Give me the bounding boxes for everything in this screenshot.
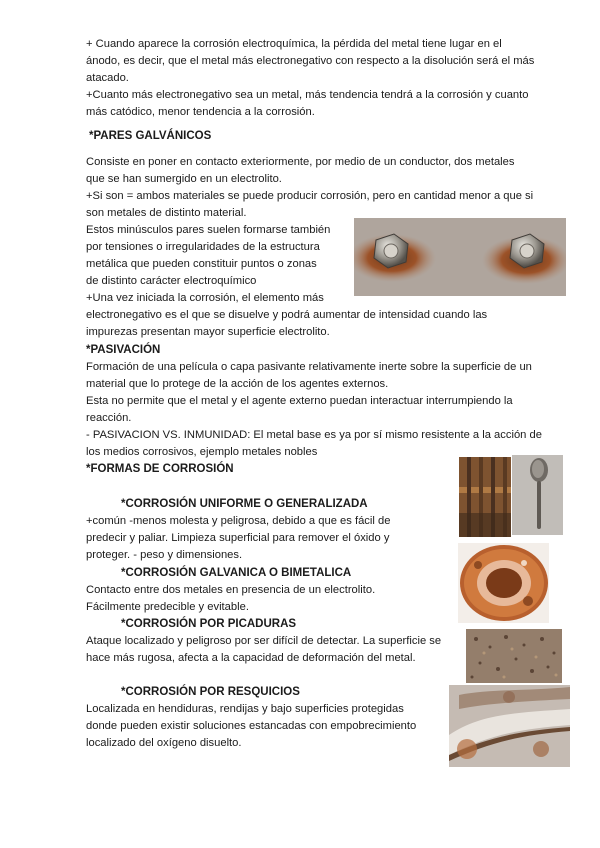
text-line: metálica que pueden constituir puntos o zonas xyxy=(86,258,317,270)
pitting-corrosion-paragraph xyxy=(86,633,441,667)
crevice-corrosion-paragraph xyxy=(86,701,416,752)
text-line: Fácilmente predecible y evitable. xyxy=(86,601,249,613)
rusted-grating-image xyxy=(459,457,511,537)
corroded-pipe-image xyxy=(458,543,549,623)
text-line: Esta no permite que el metal y el agente externo puedan interactuar interrumpiendo la xyxy=(86,395,513,407)
text-line: +Una vez iniciada la corrosión, el elemento más xyxy=(86,292,324,304)
intro-line: +Cuanto más electronegativo sea un metal, más tendencia tendrá a la corrosión y cuanto xyxy=(86,89,529,101)
galvanic-corrosion-paragraph xyxy=(86,582,375,616)
intro-paragraph xyxy=(86,36,534,121)
text-line: Contacto entre dos metales en presencia de un electrolito. xyxy=(86,584,376,596)
crevice-corrosion-image xyxy=(449,685,570,767)
spoon-image xyxy=(512,455,563,535)
text-line: reacción. xyxy=(86,412,132,424)
text-line: hace más rugosa, afecta a la capacidad de deformación del metal. xyxy=(86,652,416,664)
text-line: que se han sumergido en un electrolito. xyxy=(86,173,282,185)
text-line: Localizada en hendiduras, rendijas y bajo superficies protegidas xyxy=(86,703,404,715)
text-line: son metales de distinto material. xyxy=(86,207,247,219)
text-line: +Si son = ambos materiales se puede producir corrosión, pero en cantidad menor a que si xyxy=(86,190,534,202)
intro-line: atacado. xyxy=(86,72,129,84)
rusted-bolts-image xyxy=(354,218,566,296)
text-line: Estos minúsculos pares suelen formarse también xyxy=(86,224,331,236)
pitted-surface-image xyxy=(466,629,562,683)
text-line: proteger. - peso y dimensiones. xyxy=(86,549,243,561)
text-line: material que lo protege de la acción de los agentes externos. xyxy=(86,378,389,390)
crevice-corrosion-heading: *CORROSIÓN POR RESQUICIOS xyxy=(121,686,300,698)
text-line: electronegativo es el que se disuelve y podrá aumentar de intensidad cuando las xyxy=(86,309,488,321)
text-line: los medios corrosivos, ejemplo metales nobles xyxy=(86,446,318,458)
galvanic-pairs-heading: *PARES GALVÁNICOS xyxy=(89,130,212,142)
text-line: donde pueden existir soluciones estancadas con empobrecimiento xyxy=(86,720,417,732)
text-line: Ataque localizado y peligroso por ser difícil de detectar. La superficie se xyxy=(86,635,442,647)
uniform-corrosion-paragraph xyxy=(86,513,390,564)
intro-line: ánodo, es decir, que el metal más electronegativo con respecto a la disolución será el más xyxy=(86,55,535,67)
text-line: localizado del oxígeno disuelto. xyxy=(86,737,242,749)
text-line: impurezas presentan mayor superficie electrolito. xyxy=(86,326,330,338)
galvanic-corrosion-heading: *CORROSIÓN GALVANICA O BIMETALICA xyxy=(121,567,352,579)
text-line: de distinto carácter electroquímico xyxy=(86,275,257,287)
intro-line: + Cuando aparece la corrosión electroquímica, la pérdida del metal tiene lugar en el xyxy=(86,38,502,50)
passivation-paragraph xyxy=(86,359,542,461)
passivation-heading: *PASIVACIÓN xyxy=(86,344,161,356)
text-line: Consiste en poner en contacto exteriormente, por medio de un conductor, dos metales xyxy=(86,156,515,168)
text-line: - PASIVACION VS. INMUNIDAD: El metal base es ya por sí mismo resistente a la acción de xyxy=(86,429,542,441)
corrosion-forms-heading: *FORMAS DE CORROSIÓN xyxy=(86,463,234,475)
text-line: por tensiones o irregularidades de la estructura xyxy=(86,241,320,253)
pitting-corrosion-heading: *CORROSIÓN POR PICADURAS xyxy=(121,618,297,630)
text-line: predecir y paliar. Limpieza superficial para remover el óxido y xyxy=(86,532,390,544)
text-line: +común -menos molesta y peligrosa, debido a que es fácil de xyxy=(86,515,391,527)
uniform-corrosion-heading: *CORROSIÓN UNIFORME O GENERALIZADA xyxy=(121,498,368,510)
intro-line: más catódico, menor tendencia a la corrosión. xyxy=(86,106,315,118)
text-line: Formación de una película o capa pasivante relativamente inerte sobre la superficie de un xyxy=(86,361,532,373)
